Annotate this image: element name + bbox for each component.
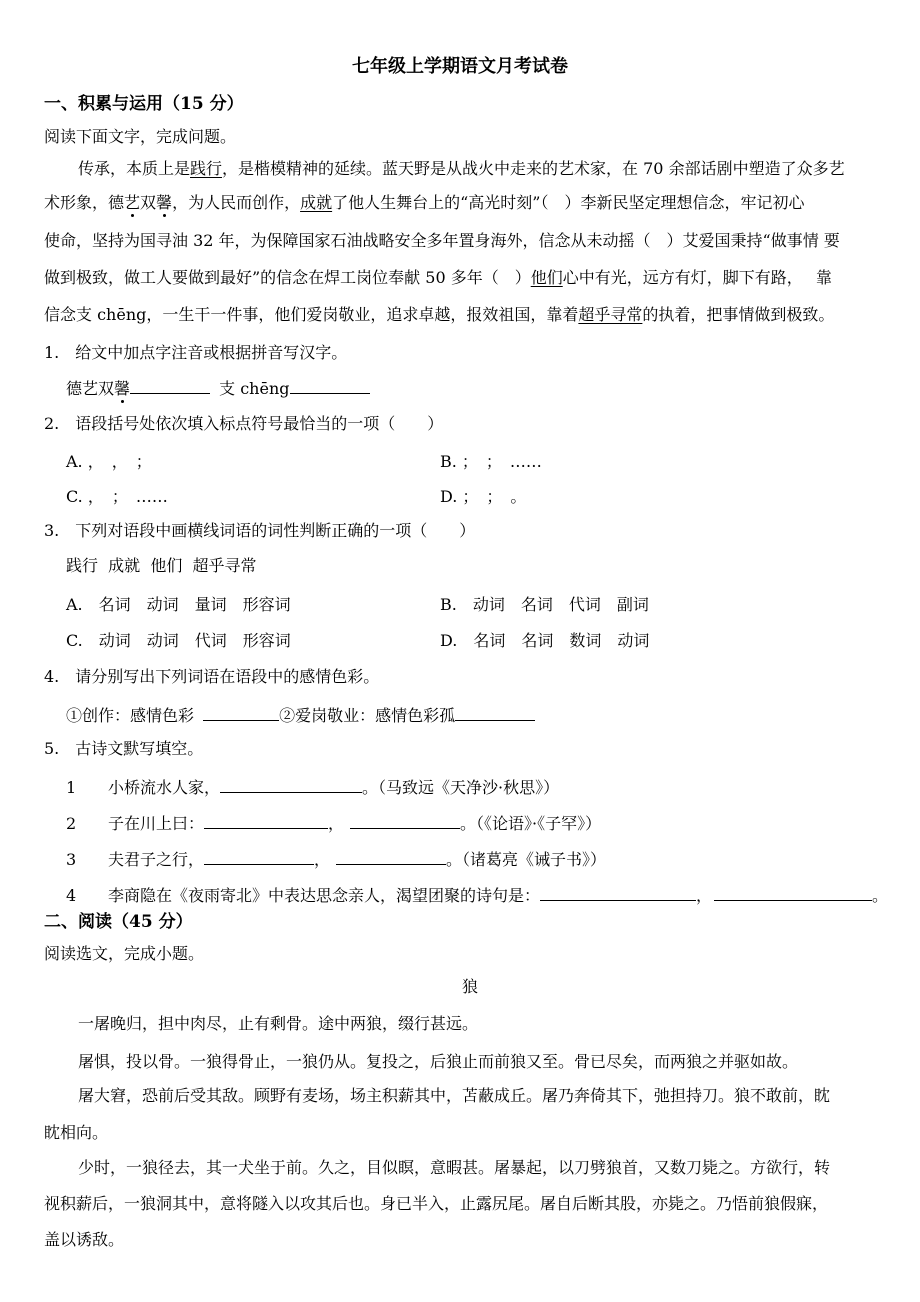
q4-item-b: ②爱岗敬业：感情色彩孤	[279, 706, 456, 725]
underlined-word-tamen: 他们	[530, 268, 563, 287]
q2-option-d[interactable]: D. ； ； 。	[440, 487, 527, 506]
answer-blank[interactable]	[204, 847, 314, 865]
text: 双	[140, 193, 157, 212]
q2-option-c[interactable]: C. ， ； ……	[66, 487, 168, 506]
q3-option-a[interactable]: A. 名词 动词 量词 形容词	[66, 595, 291, 614]
q3-option-b[interactable]: B. 动词 名词 代词 副词	[440, 595, 649, 614]
q5-item-4	[66, 883, 888, 906]
answer-blank[interactable]	[130, 376, 210, 394]
passage-line-3: 使命，坚持为国寻油 32 年，为保障国家石油战略安全多年置身海外，信念从未动摇（ ）艾爱国秉持“做事情 要	[44, 231, 840, 250]
q1-answers	[66, 376, 370, 399]
dotted-char-yi: 艺	[124, 193, 141, 212]
text: 。	[872, 886, 889, 905]
section1-intro: 阅读下面文字，完成问题。	[44, 127, 237, 146]
answer-blank[interactable]	[540, 883, 696, 901]
text: ，是楷模精神的延续。蓝天野是从战火中走来的艺术家，在 70 余部话剧中塑造了众多艺	[222, 159, 845, 178]
text: ，	[328, 814, 345, 833]
q1-word-b: 支 chēng	[219, 379, 290, 398]
text: 做到极致，做工人要做到最好”的信念在焊工岗位奉献 50 多年（ ）	[44, 268, 531, 287]
q5-item-1	[66, 775, 559, 798]
q3-option-c[interactable]: C. 动词 动词 代词 形容词	[66, 631, 291, 650]
reading-paragraph-1: 一屠晚归，担中肉尽，止有剩骨。途中两狼，缀行甚远。	[78, 1014, 479, 1033]
text: 术形象，德	[44, 193, 125, 212]
text: 心中有光，远方有灯，脚下有路， 靠	[562, 268, 832, 287]
q5-item-2	[66, 811, 601, 834]
text: 。（马致远《天净沙·秋思》）	[362, 778, 560, 797]
text: 的执着，把事情做到极致。	[642, 305, 835, 324]
q4-stem: 4. 请分别写出下列词语在语段中的感情色彩。	[44, 667, 380, 686]
q5-item-3	[66, 847, 606, 870]
reading-paragraph-4-cont1: 视积薪后，一狼洞其中，意将隧入以攻其后也。身已半入，止露尻尾。屠自后断其股，亦毙之。乃悟前狼假寐，	[44, 1194, 829, 1213]
q4-item-a: ①创作：感情色彩	[66, 706, 195, 725]
passage-line-1	[78, 159, 845, 179]
q2-stem: 2. 语段括号处依次填入标点符号最恰当的一项（ ）	[44, 414, 444, 433]
underlined-word-chengjiu: 成就	[300, 193, 333, 212]
passage-line-2	[44, 193, 804, 213]
answer-blank[interactable]	[455, 703, 535, 721]
q1-word-a: 德艺双	[66, 379, 115, 398]
reading-paragraph-3-cont: 眈相向。	[44, 1123, 109, 1142]
dotted-char-xin: 馨	[114, 379, 131, 398]
reading-paragraph-4-cont2: 盖以诱敌。	[44, 1230, 125, 1249]
text: 夫君子之行，	[108, 850, 205, 869]
page-title: 七年级上学期语文月考试卷	[352, 56, 568, 77]
q3-words: 践行 成就 他们 超乎寻常	[66, 556, 257, 575]
text: 。（诸葛亮《诫子书》）	[446, 850, 607, 869]
section2-intro: 阅读选文，完成小题。	[44, 944, 205, 963]
item-number: 4	[66, 886, 77, 905]
underlined-word-jianxing: 践行	[190, 159, 223, 178]
answer-blank[interactable]	[220, 775, 362, 793]
q4-answers	[66, 703, 535, 726]
q2-option-a[interactable]: A. ， ， ；	[66, 452, 152, 471]
reading-title: 狼	[461, 977, 478, 996]
text: 。（《论语》·《子罕》）	[460, 814, 602, 833]
passage-line-4	[44, 268, 832, 288]
underlined-word-chaohuxunchang: 超乎寻常	[578, 305, 643, 324]
text: 子在川上曰：	[108, 814, 205, 833]
answer-blank[interactable]	[290, 376, 370, 394]
text: ，	[314, 850, 331, 869]
passage-line-5	[44, 305, 834, 325]
section1-heading: 一、积累与运用（15 分）	[44, 94, 244, 114]
q1-stem: 1. 给文中加点字注音或根据拼音写汉字。	[44, 343, 348, 362]
section2-heading: 二、阅读（45 分）	[44, 912, 193, 932]
q3-stem: 3. 下列对语段中画横线词语的词性判断正确的一项（ ）	[44, 521, 476, 540]
text: ，	[696, 886, 713, 905]
reading-paragraph-3: 屠大窘，恐前后受其敌。顾野有麦场，场主积薪其中，苫蔽成丘。屠乃奔倚其下，弛担持刀。狼不敢前，眈	[78, 1086, 831, 1105]
reading-paragraph-4: 少时，一狼径去，其一犬坐于前。久之，目似瞑，意暇甚。屠暴起，以刀劈狼首，又数刀毙之。方欲行，转	[78, 1158, 831, 1177]
item-number: 1	[66, 778, 77, 797]
dotted-char-xin: 馨	[156, 193, 173, 212]
answer-blank[interactable]	[336, 847, 446, 865]
text: 传承，本质上是	[78, 159, 191, 178]
text: ，为人民而创作，	[172, 193, 301, 212]
item-number: 2	[66, 814, 77, 833]
answer-blank[interactable]	[714, 883, 872, 901]
text: 了他人生舞台上的“高光时刻”（ ）李新民坚定理想信念，牢记初心	[332, 193, 805, 212]
q5-stem: 5. 古诗文默写填空。	[44, 739, 204, 758]
text: 小桥流水人家，	[108, 778, 221, 797]
q2-option-b[interactable]: B. ； ； ……	[440, 452, 542, 471]
q3-option-d[interactable]: D. 名词 名词 数词 动词	[440, 631, 650, 650]
item-number: 3	[66, 850, 77, 869]
answer-blank[interactable]	[350, 811, 460, 829]
answer-blank[interactable]	[203, 703, 279, 721]
text: 李商隐在《夜雨寄北》中表达思念亲人，渴望团聚的诗句是：	[108, 886, 541, 905]
reading-paragraph-2: 屠惧，投以骨。一狼得骨止，一狼仍从。复投之，后狼止而前狼又至。骨已尽矣，而两狼之并驱如故。	[78, 1052, 799, 1071]
answer-blank[interactable]	[204, 811, 328, 829]
text: 信念支 chēng，一生干一件事，他们爱岗敬业，追求卓越，报效祖国，靠着	[44, 305, 579, 324]
